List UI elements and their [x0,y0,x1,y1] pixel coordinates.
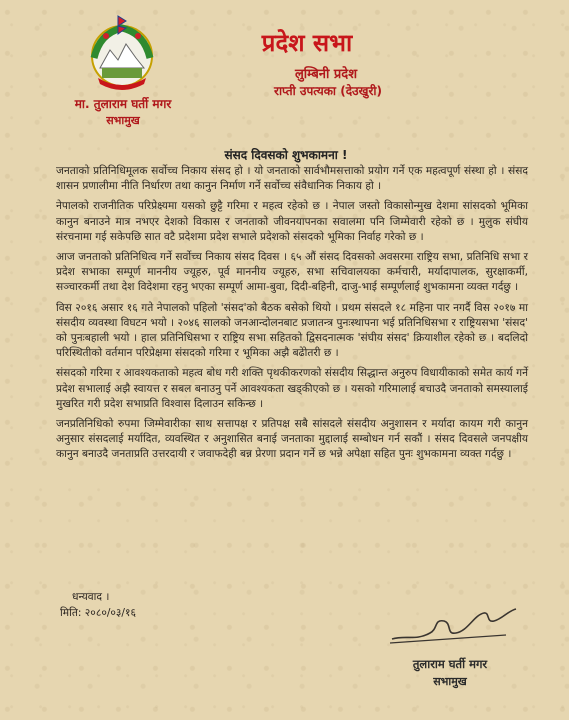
paragraph: नेपालको राजनीतिक परिप्रेक्ष्यमा यसको छुट्टै गरिमा र महत्व रहेको छ । नेपाल जस्तो विकासोन्मुख देशमा सांसदको भूमिका कानुन बनाउने मात्र नभएर देशको विकास र जनताको जीवनयापनका सवालमा पनि जिम्मेवारी रहेको छ । मुलुक संघीय संरचनामा गई सकेपछि सात वटै प्रदेशमा प्रदेश सभाले प्रदेशको संसदको भूमिका निर्वाह गरेको छ । [56,200,528,243]
thanks-text: धन्यवाद । [72,591,110,603]
paragraph: संसदको गरिमा र आवश्यकताको महत्व बोध गरी शक्ति पृथकीकरणको संसदीय सिद्धान्त अनुरुप विधायीकाको समेत कार्य गर्ने प्रदेश सभालाई अझै स्वायत्त र सबल बनाउनु पर्ने आवश्यकता खड्कीएको छ । यसको गरिमालाई बचाउदै जनताको समस्यालाई मुखरित गरी प्रदेश सभाप्रति विश्वास दिलाउन सकिन्छ । [56,367,528,410]
nepal-emblem-icon [84,14,160,94]
assembly-location: राप्ती उपत्यका (देउखुरी) [274,84,382,98]
assembly-title: प्रदेश सभा [261,29,353,57]
signatory-name: तुलाराम घर्ती मगर [412,657,488,671]
paragraph: आज जनताको प्रतिनिधित्व गर्ने सर्वोच्च निकाय संसद दिवस । ६५ औं संसद दिवसको अवसरमा राष्ट्रिय सभा, प्रतिनिधि सभा र प्रदेश सभाका सम्पूर्ण माननीय ज्यूहरु, पूर्व माननीय ज्यूहरु, सभा सचिवालयका कर्मचारी, मर्यादापालक, सुरक्षाकर्मी, सञ्चारकर्मी तथा देश विदेशमा रहनु भएका सम्पूर्ण आमा-बुवा, दिदी-बहिनी, दाजु-भाई सम्पूर्णलाई शुभकामना व्यक्त गर्दछु । [56,251,528,294]
paragraph: जनताको प्रतिनिधिमूलक सर्वोच्च निकाय संसद हो । यो जनताको सार्वभौमसत्ताको प्रयोग गर्ने एक महत्वपूर्ण संस्था हो । संसद शासन प्रणालीमा नीति निर्धारण तथा कानुन निर्माण गर्ने सर्वोच्च संवैधानिक निकाय हो । [56,165,528,193]
signatory-title: सभामुख [433,675,467,688]
speaker-title: सभामुख [106,114,140,127]
speaker-name: मा. तुलाराम घर्ती मगर [74,97,172,111]
handwritten-signature [386,605,524,649]
letter-date: मिति: २०८०/०३/१६ [60,607,137,619]
letter-body [56,164,528,468]
paragraph: जनप्रतिनिधिको रुपमा जिम्मेवारीका साथ सत्तापक्ष र प्रतिपक्ष सबै सांसदले संसदीय अनुशासन र मर्यादा कायम गरी कानुन अनुसार संसदलाई मर्यादित, व्यवस्थित र अनुशासित बनाई जनताका मुद्दालाई सम्बोधन गर्न सकौं । संसद दिवसले जनपक्षीय कानुन बनाउदै जनताप्रति उत्तरदायी र जवाफदेही बन्न प्रेरणा प्रदान गर्ने छ भन्ने अपेक्षा सहित पुनः शुभकामना व्यक्त गर्दछु । [56,418,528,461]
letter-heading: संसद दिवसको शुभकामना ! [224,148,348,162]
paragraph: विस २०१६ असार १६ गते नेपालको पहिलो 'संसद'को बैठक बसेको थियो । प्रथम संसदले १८ महिना पार नगर्दै विस २०१७ मा संसदीय व्यवस्था विघटन भयो । २०४६ सालको जनआन्दोलनबाट प्रजातन्त्र पुनःस्थापना भई प्रतिनिधिसभा र राष्ट्रियसभा 'संसद' को पुनःबहाली भयो । हाल प्रतिनिधिसभा र राष्ट्रिय सभा सहितको द्विसदनात्मक 'संघीय संसद' क्रियाशील रहेको छ । बदलिदो परिस्थितीको वर्तमान परिप्रेक्षमा संसदको गरिमा र भूमिका अझै बढेोतरी छ । [56,301,528,360]
province-name: लुम्बिनी प्रदेश [294,67,358,82]
